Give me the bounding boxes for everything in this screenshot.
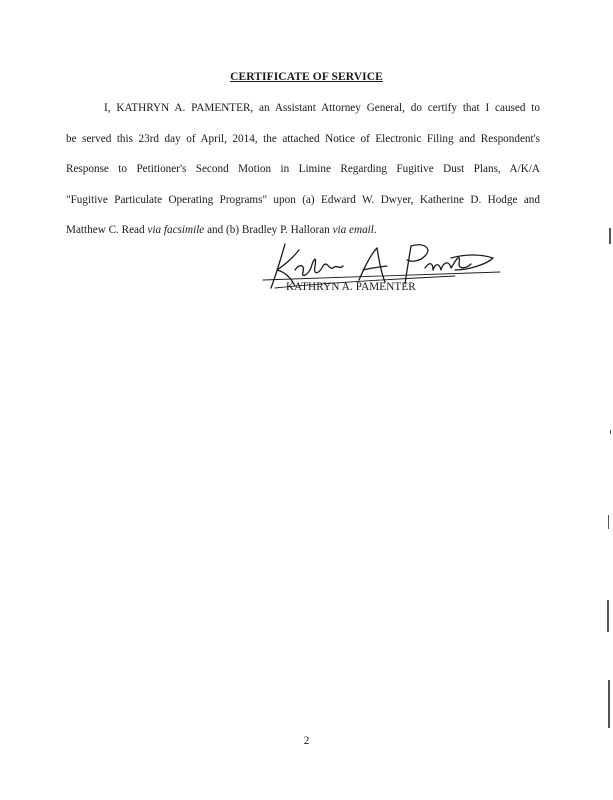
body-line: "Fugitive Particulate Operating Programs" upon (a) Edward W. Dwyer, Katherine D. Hodge and (66, 193, 540, 206)
scan-speck (607, 600, 609, 632)
scan-speck (608, 515, 609, 529)
scan-speck (609, 228, 611, 244)
page-number: 2 (303, 735, 310, 747)
body-line: be served this 23rd day of April, 2014, the attached Notice of Electronic Filing and Respondent's (66, 132, 540, 145)
scan-speck (608, 680, 610, 728)
body-text-fragment: Matthew C. Read (66, 224, 148, 237)
body-line: Response to Petitioner's Second Motion in Limine Regarding Fugitive Dust Plans, A/K/A (66, 163, 540, 176)
service-method-email: via email (332, 224, 374, 237)
document-title: CERTIFICATE OF SERVICE (230, 71, 383, 83)
body-line: I, KATHRYN A. PAMENTER, an Assistant Attorney General, do certify that I caused to (104, 102, 540, 114)
certificate-body (66, 93, 540, 246)
signer-name: KATHRYN A. PAMENTER (286, 281, 416, 293)
body-text-fragment: . (373, 224, 377, 237)
scan-speck (610, 430, 611, 434)
service-method-facsimile: via facsimile (147, 224, 205, 237)
body-text-fragment: and (b) Bradley P. Halloran (204, 224, 333, 237)
